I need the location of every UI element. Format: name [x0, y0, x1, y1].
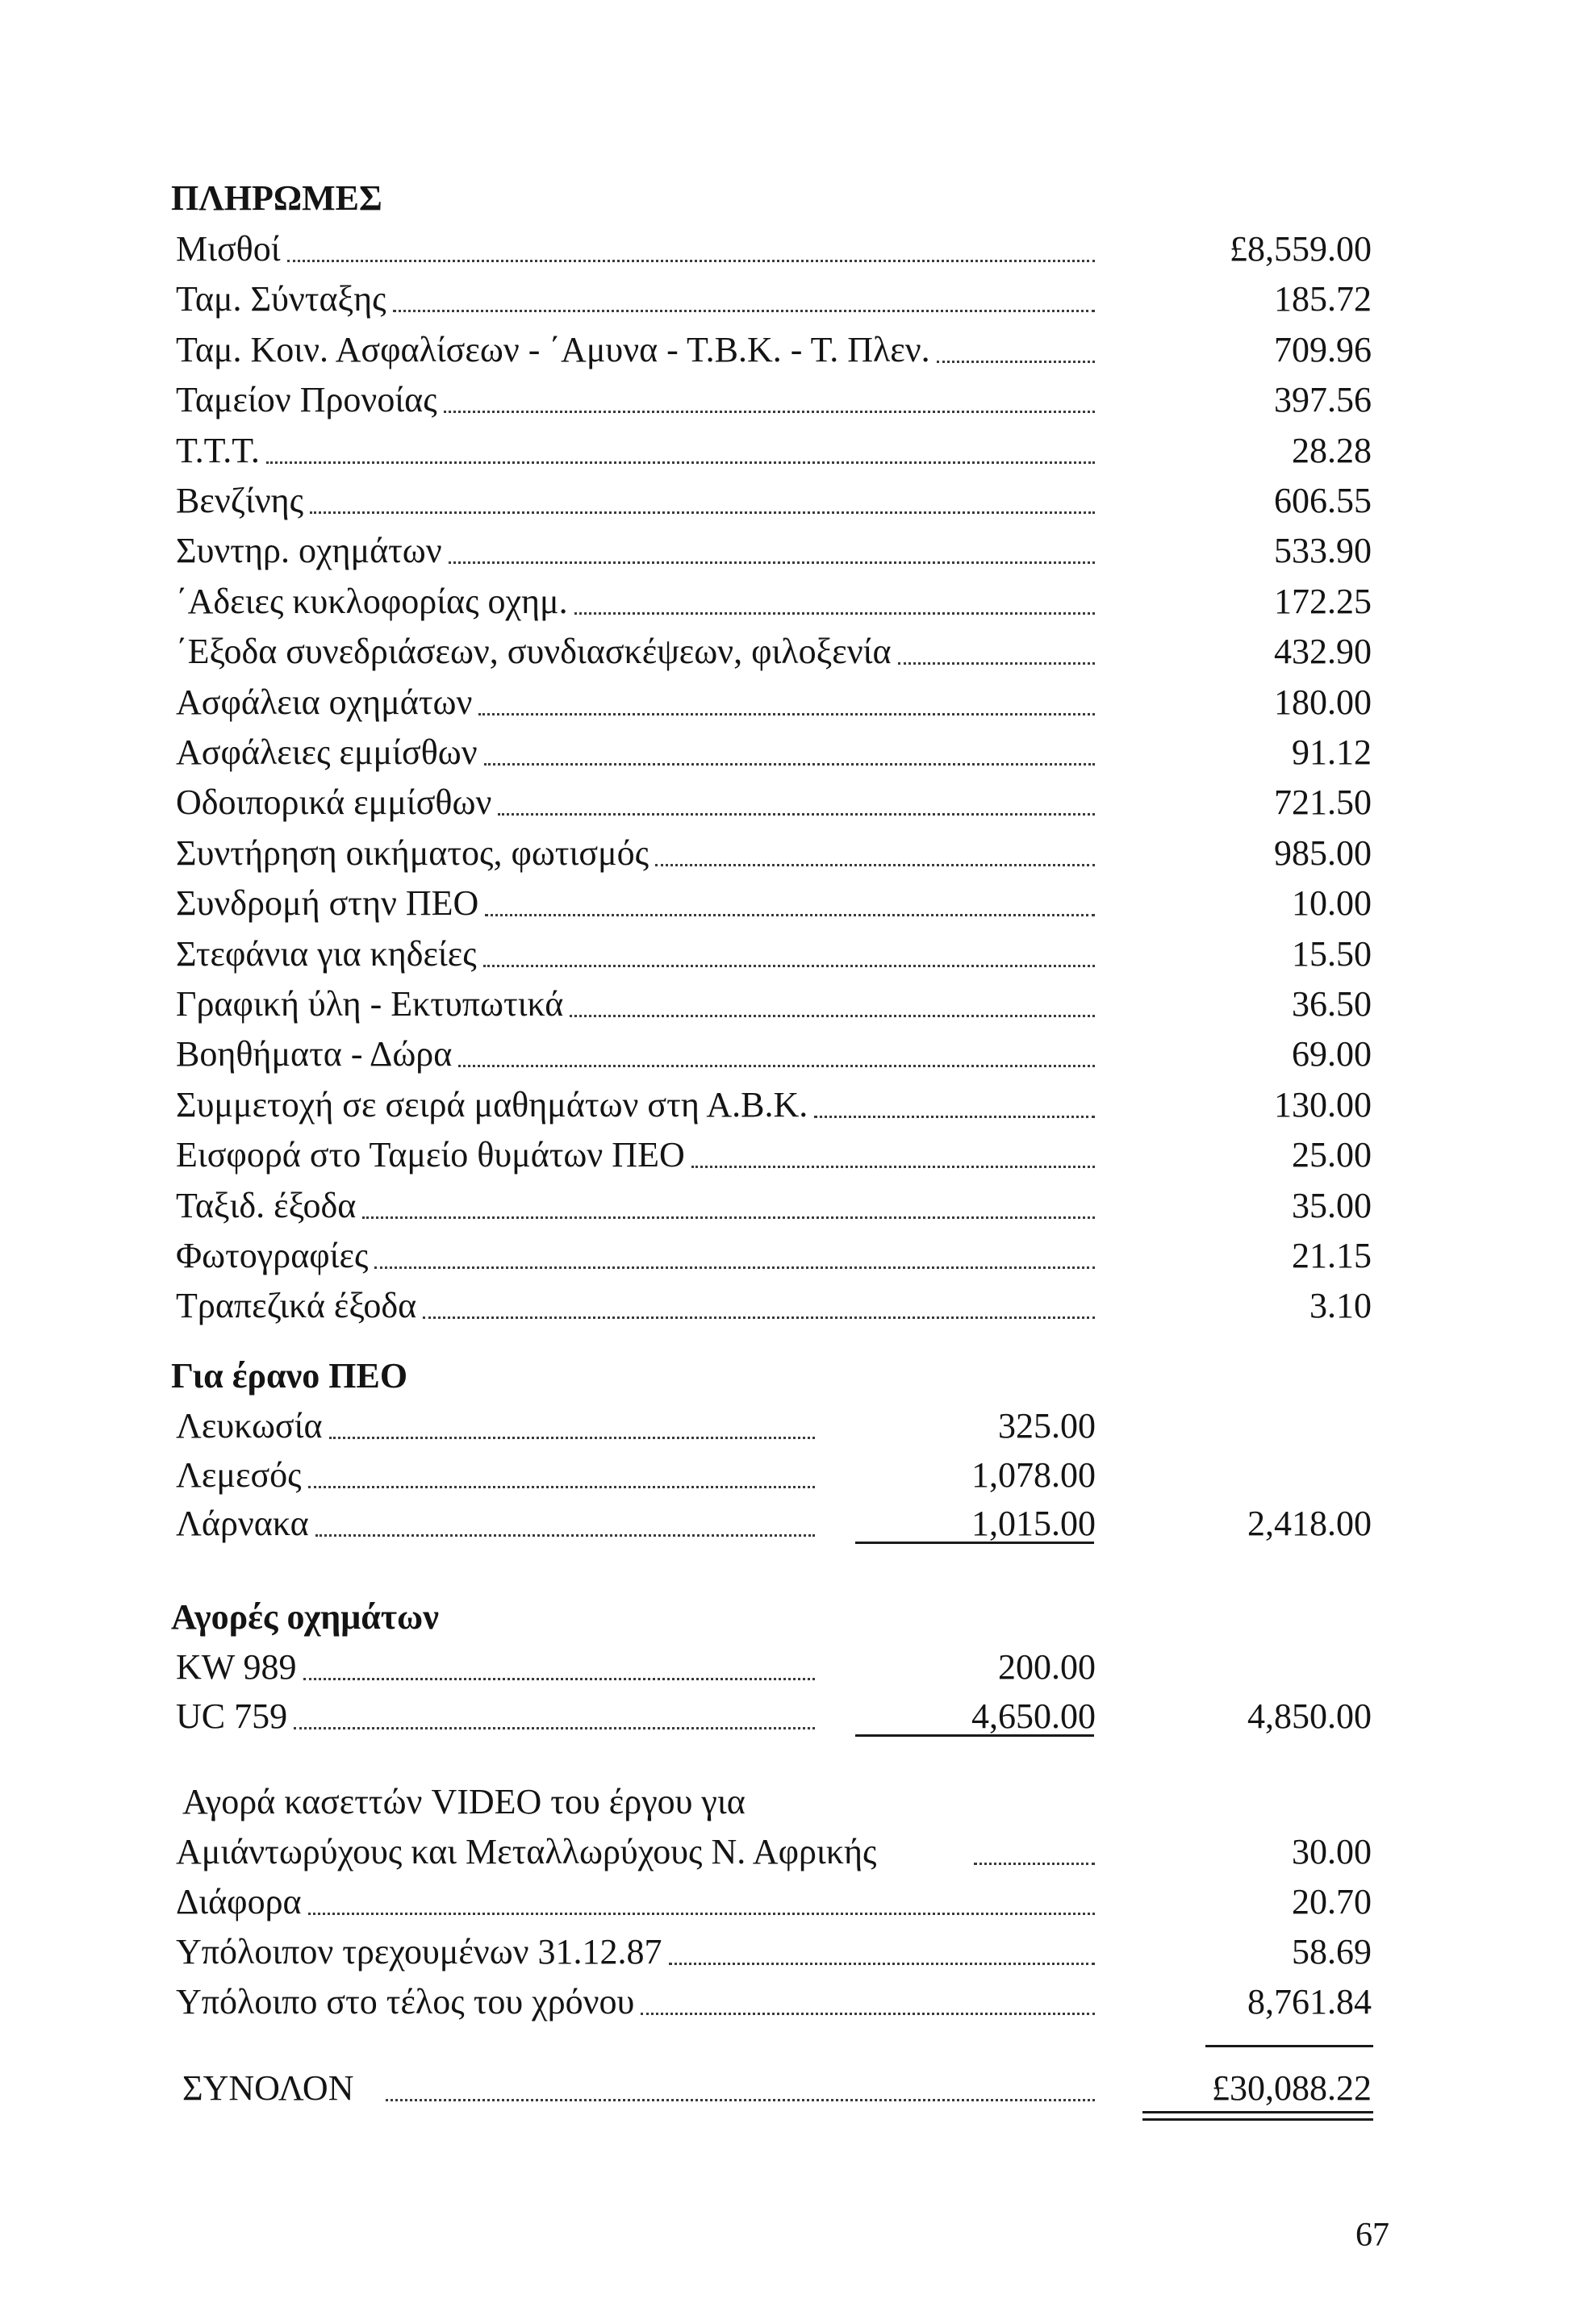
payment-row	[0, 325, 1583, 375]
payment-row-label: Ταμ. Κοιν. Ασφαλίσεων - ΄Αμυνα - Τ.Β.Κ. - Τ. Πλεν.	[176, 329, 930, 369]
payment-row-label: Στεφάνια για κηδείες	[176, 933, 477, 974]
payment-row-amount: £8,559.00	[1230, 229, 1372, 269]
eranos-row-label: Λάρνακα	[176, 1504, 309, 1543]
dot-leader	[483, 965, 1095, 967]
payment-row	[0, 878, 1583, 928]
other-row	[0, 1927, 1583, 1977]
payment-row-label: ΄Αδειες κυκλοφορίας οχημ.	[176, 581, 568, 621]
dot-leader	[898, 662, 1095, 665]
payment-row-label: Βοηθήματα - Δώρα	[176, 1034, 453, 1074]
payment-row-amount: 180.00	[1274, 682, 1372, 722]
payment-row-label: Γραφική ύλη - Εκτυπωτικά	[176, 984, 564, 1024]
payment-row	[0, 929, 1583, 979]
payment-row-label: Οδοιπορικά εμμίσθων	[176, 782, 492, 823]
payment-row	[0, 1130, 1583, 1180]
payment-row-amount: 35.00	[1292, 1185, 1372, 1225]
section-title-payments: ΠΛΗΡΩΜΕΣ	[171, 178, 382, 218]
payment-row	[0, 1181, 1583, 1231]
payment-row-label: Ασφάλειες εμμίσθων	[176, 732, 478, 772]
dot-leader	[329, 1437, 815, 1439]
dot-leader	[498, 813, 1095, 816]
dot-leader	[937, 361, 1095, 363]
payment-row-label: Συνδρομή στην ΠΕΟ	[176, 883, 479, 924]
vehicle-row-amount: 4,650.00	[971, 1696, 1096, 1736]
payment-row-amount: 28.28	[1292, 430, 1372, 470]
section-title-eranos: Για έρανο ΠΕΟ	[171, 1356, 408, 1396]
payment-row-amount: 15.50	[1292, 933, 1372, 974]
grand-total-row	[0, 2063, 1583, 2113]
dot-leader	[386, 2099, 1095, 2101]
payment-row-amount: 21.15	[1292, 1236, 1372, 1275]
payment-row-amount: 985.00	[1274, 832, 1372, 873]
payment-row	[0, 577, 1583, 627]
video-line-1: Αγορά κασεττών VIDEO του έργου για	[182, 1782, 746, 1821]
payment-row-label: Συντηρ. οχημάτων	[176, 531, 442, 571]
payment-row-amount: 91.12	[1292, 732, 1372, 772]
payment-row-label: Τ.Τ.Τ.	[176, 430, 260, 470]
eranos-row	[0, 1450, 1583, 1500]
payment-row-amount: 69.00	[1292, 1034, 1372, 1074]
eranos-row	[0, 1401, 1583, 1451]
other-row-label: Υπόλοιπο στο τέλος του χρόνου	[176, 1982, 635, 2022]
dot-leader	[449, 561, 1095, 564]
payment-row-label: Ταξιδ. έξοδα	[176, 1185, 357, 1225]
payment-row-amount: 606.55	[1274, 481, 1372, 520]
eranos-row-amount: 325.00	[998, 1406, 1096, 1446]
payment-row	[0, 1029, 1583, 1079]
vehicle-row-amount: 200.00	[998, 1647, 1096, 1687]
other-row	[0, 1877, 1583, 1927]
dot-leader	[308, 1486, 815, 1488]
eranos-row-amount: 1,078.00	[971, 1454, 1096, 1495]
eranos-row-amount: 1,015.00	[971, 1504, 1096, 1543]
payment-row-amount: 172.25	[1274, 581, 1372, 621]
dot-leader	[641, 2013, 1095, 2015]
other-row-label: Υπόλοιπον τρεχουμένων 31.12.87	[176, 1932, 662, 1971]
payment-row-label: Εισφορά στο Ταμείο θυμάτων ΠΕΟ	[176, 1135, 685, 1175]
eranos-row-label: Λεμεσός	[176, 1454, 302, 1495]
dot-leader	[655, 864, 1095, 866]
payment-row	[0, 426, 1583, 476]
section-title-vehicles: Αγορές οχημάτων	[171, 1597, 439, 1637]
payment-row-label: Φωτογραφίες	[176, 1236, 369, 1275]
payment-row	[0, 627, 1583, 677]
payment-row-label: Συντήρηση οικήματος, φωτισμός	[176, 832, 649, 873]
payment-row-label: Τραπεζικά έξοδα	[176, 1286, 417, 1326]
payment-row	[0, 224, 1583, 274]
dot-leader	[362, 1216, 1095, 1219]
dot-leader	[691, 1166, 1095, 1168]
vehicle-row	[0, 1642, 1583, 1692]
vehicles-total-row	[0, 1692, 1583, 1742]
other-row-amount: 20.70	[1292, 1882, 1372, 1921]
dot-leader	[310, 511, 1095, 514]
page-number: 67	[1355, 2217, 1389, 2254]
total-double-rule-1	[1142, 2111, 1373, 2113]
vehicle-row-label: KW 989	[176, 1647, 297, 1687]
payment-row-amount: 721.50	[1274, 782, 1372, 823]
payment-row	[0, 979, 1583, 1029]
eranos-row-label: Λευκωσία	[176, 1406, 323, 1446]
payment-row-label: Ασφάλεια οχημάτων	[176, 682, 473, 722]
dot-leader	[393, 310, 1095, 312]
dot-leader	[374, 1266, 1095, 1269]
other-row	[0, 1977, 1583, 2027]
other-row-amount: 58.69	[1292, 1932, 1372, 1971]
payment-row-label: Μισθοί	[176, 229, 281, 269]
dot-leader	[574, 612, 1095, 615]
payment-row-amount: 533.90	[1274, 531, 1372, 571]
payment-row	[0, 375, 1583, 425]
payment-row-amount: 397.56	[1274, 380, 1372, 420]
payment-row	[0, 678, 1583, 728]
dot-leader	[423, 1316, 1095, 1319]
dot-leader	[458, 1065, 1095, 1067]
payment-row-label: Βενζίνης	[176, 481, 304, 520]
dot-leader	[669, 1963, 1095, 1965]
vehicles-total: 4,850.00	[1247, 1696, 1372, 1736]
payment-row-amount: 3.10	[1309, 1286, 1372, 1326]
eranos-total: 2,418.00	[1247, 1504, 1372, 1543]
dot-leader	[974, 1863, 1095, 1865]
dot-leader	[303, 1678, 815, 1680]
vehicle-row-label: UC 759	[176, 1696, 288, 1736]
grand-total-label: ΣΥΝΟΛΟΝ	[182, 2068, 354, 2108]
balance-rule	[1205, 2045, 1373, 2047]
dot-leader	[444, 411, 1095, 413]
dot-leader	[485, 914, 1095, 916]
payment-row-label: Συμμετοχή σε σειρά μαθημάτων στη Α.Β.Κ.	[176, 1084, 808, 1124]
other-row-amount: 8,761.84	[1247, 1982, 1372, 2022]
payment-row	[0, 476, 1583, 526]
payment-row	[0, 526, 1583, 576]
grand-total-amount: £30,088.22	[1212, 2068, 1372, 2108]
dot-leader	[266, 461, 1095, 464]
dot-leader	[814, 1116, 1095, 1118]
payment-row	[0, 1080, 1583, 1130]
payment-row	[0, 1231, 1583, 1281]
payment-row-amount: 36.50	[1292, 984, 1372, 1024]
payment-row-amount: 185.72	[1274, 279, 1372, 319]
eranos-total-row	[0, 1499, 1583, 1549]
payment-row-label: Ταμ. Σύνταξης	[176, 279, 386, 319]
payment-row-amount: 130.00	[1274, 1084, 1372, 1124]
payment-row-amount: 10.00	[1292, 883, 1372, 924]
payment-row-label: ΄Εξοδα συνεδριάσεων, συνδιασκέψεων, φιλοξενία	[176, 632, 892, 672]
payment-row-amount: 25.00	[1292, 1135, 1372, 1175]
other-row-label: Διάφορα	[176, 1882, 302, 1921]
payment-row-label: Ταμείον Προνοίας	[176, 380, 437, 420]
dot-leader	[478, 713, 1095, 716]
dot-leader	[308, 1913, 1095, 1915]
dot-leader	[484, 763, 1095, 766]
dot-leader	[570, 1015, 1095, 1017]
video-line-2: Αμιάντωρύχους και Μεταλλωρύχους Ν. Αφρικής 30.00	[0, 1827, 1583, 1877]
payment-row-amount: 432.90	[1274, 632, 1372, 672]
payment-row	[0, 1281, 1583, 1331]
payment-row	[0, 828, 1583, 878]
payment-row	[0, 778, 1583, 828]
dot-leader	[287, 260, 1095, 262]
payment-row-amount: 709.96	[1274, 329, 1372, 369]
payment-row	[0, 728, 1583, 778]
payment-row	[0, 274, 1583, 324]
video-amount: 30.00	[1292, 1832, 1372, 1871]
total-double-rule-2	[1142, 2118, 1373, 2121]
